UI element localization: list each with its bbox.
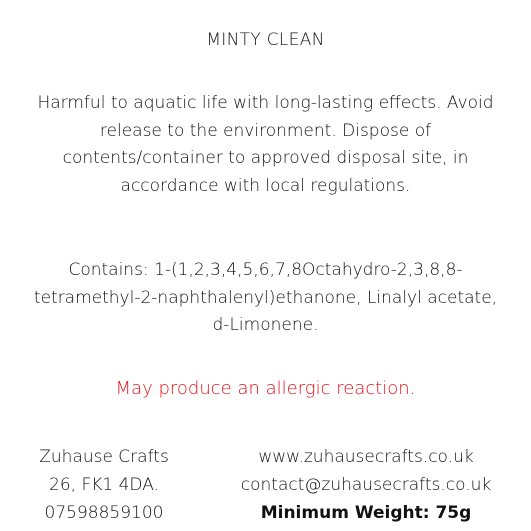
- ingredients-line: Contains: 1-(1,2,3,4,5,6,7,8Octahydro-2,3,8,8-: [68, 260, 463, 280]
- phone-number: 07598859100: [44, 503, 164, 523]
- ingredients-statement: [14, 257, 517, 340]
- company-address: [14, 443, 194, 527]
- product-title: MINTY CLEAN: [206, 30, 325, 50]
- website-link[interactable]: www.zuhausecrafts.co.uk: [258, 447, 474, 467]
- email-link[interactable]: contact@zuhausecrafts.co.uk: [240, 475, 492, 495]
- address-postcode: 26, FK1 4DA.: [49, 475, 159, 495]
- warning-line: Harmful to aquatic life with long-lasting effects. Avoid: [37, 93, 494, 113]
- warning-line: accordance with local regulations.: [120, 175, 411, 196]
- hazard-warning: [18, 90, 513, 200]
- allergy-warning: May produce an allergic reaction.: [115, 378, 416, 399]
- warning-line: contents/container to approved disposal site, in: [62, 148, 469, 168]
- minimum-weight: Minimum Weight: 75g: [260, 503, 472, 523]
- warning-line: release to the environment. Dispose of: [99, 120, 432, 141]
- ingredients-line: d-Limonene.: [212, 315, 319, 335]
- company-name: Zuhause Crafts: [39, 447, 169, 467]
- ingredients-line: tetramethyl-2-naphthalenyl)ethanone, Linalyl acetate,: [33, 287, 498, 308]
- company-contact: [226, 443, 506, 527]
